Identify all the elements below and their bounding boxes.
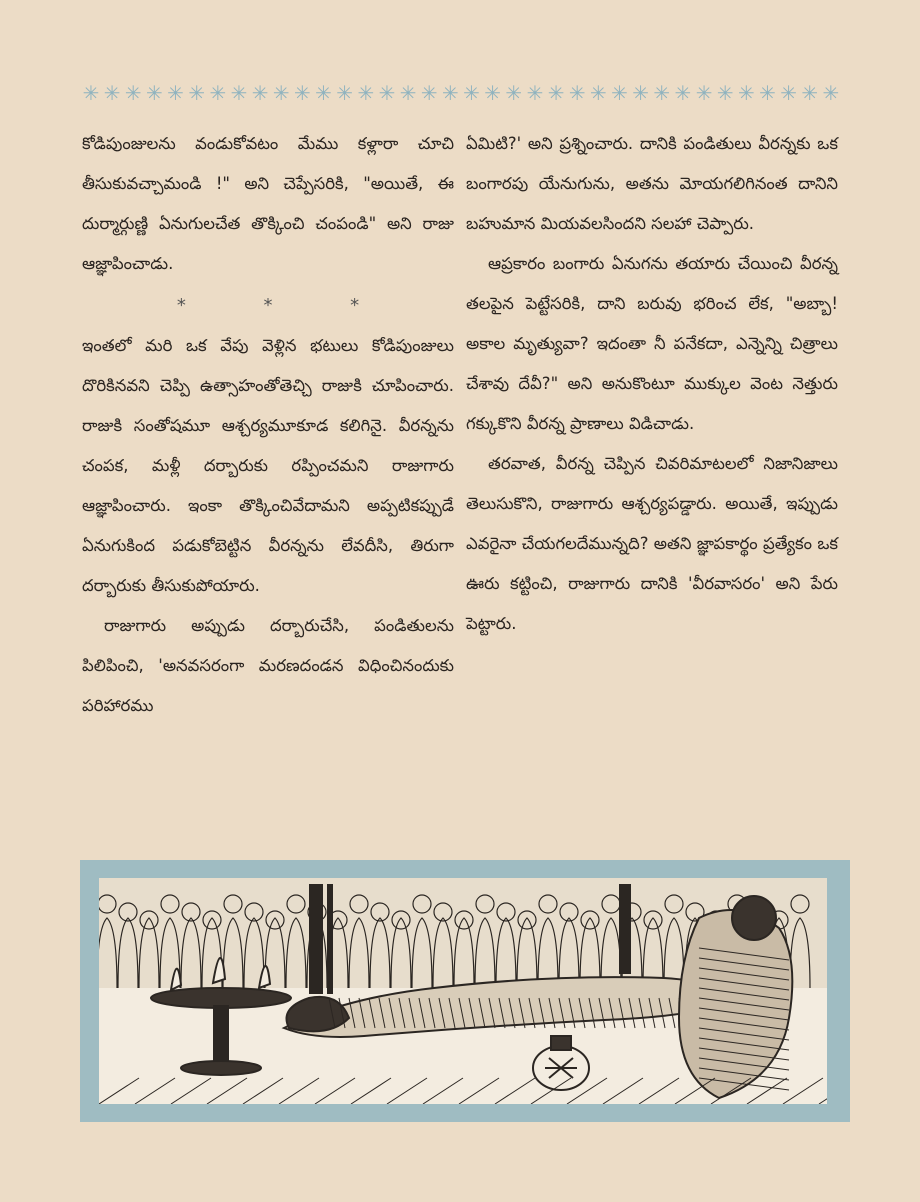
border-star-icon: ✳ [167, 81, 184, 105]
border-star-icon: ✳ [484, 81, 502, 105]
left-text-column [82, 124, 454, 726]
border-star-icon: ✳ [399, 81, 417, 105]
border-star-icon: ✳ [82, 81, 100, 105]
left-paragraph-3: రాజుగారు అప్పుడు దర్బారుచేసి, పండితులను పిలిపించి, 'అనవసరంగా మరణదండన విధించినందుకు పరిహారము [82, 616, 454, 715]
border-star-icon: ✳ [547, 81, 565, 105]
border-star-icon: ✳ [230, 81, 248, 105]
border-star-icon: ✳ [716, 81, 734, 105]
border-star-icon: ✳ [695, 81, 713, 105]
illustration-court-scene [99, 878, 827, 1104]
border-star-icon: ✳ [336, 81, 354, 105]
border-star-icon: ✳ [420, 81, 438, 105]
border-star-icon: ✳ [124, 81, 142, 105]
border-star-icon: ✳ [611, 81, 628, 105]
separator-star-icon: * [263, 295, 273, 316]
border-star-icon: ✳ [780, 81, 798, 105]
right-paragraph-1: ఏమిటి?' అని ప్రశ్నించారు. దానికి పండితులు వీరన్నకు ఒక బంగారపు యేనుగును, అతను మోయగలిగినంత దానిని బహుమాన మియవలసిందని సలహా చెప్పారు. [466, 134, 838, 233]
section-separator [138, 286, 398, 326]
border-star-icon: ✳ [526, 81, 544, 105]
border-star-icon: ✳ [251, 81, 269, 105]
border-star-icon: ✳ [801, 81, 819, 105]
decorative-star-border [82, 80, 840, 106]
right-paragraph-3: తరవాత, వీరన్న చెప్పిన చివరిమాటలలో నిజానిజాలు తెలుసుకొని, రాజుగారు ఆశ్చర్యపడ్డారు. అయితే, ఇప్పుడు ఎవరైనా చేయగలదేమున్నది? అతని జ్ఞాపకార్థం ప్రత్యేకం ఒక ఊరు కట్టించి, రాజుగారు దానికి 'వీరవాసరం' అని పేరు పెట్టారు. [466, 454, 838, 633]
border-star-icon: ✳ [737, 81, 755, 105]
border-star-icon: ✳ [378, 81, 396, 105]
border-star-icon: ✳ [103, 81, 121, 105]
border-star-icon: ✳ [759, 81, 776, 105]
border-star-icon: ✳ [632, 81, 650, 105]
right-paragraph-2: ఆప్రకారం బంగారు ఏనుగను తయారు చేయించి వీరన్న తలపైన పెట్టేసరికి, దాని బరువు భరించ లేక, "అబ్బా! అకాల మృత్యువా? ఇదంతా నీ పనేకదా, ఎన్నెన్ని చిత్రాలు చేశావు దేవీ?" అని అనుకొంటూ ముక్కుల వెంట నెత్తురు గక్కుకొని వీరన్న ప్రాణాలు విడిచాడు. [466, 254, 838, 433]
border-star-icon: ✳ [463, 81, 480, 105]
water-pot [533, 1036, 589, 1090]
border-star-icon: ✳ [822, 81, 840, 105]
left-paragraph-2: ఇంతలో మరి ఒక వేపు వెళ్లిన భటులు కోడిపుంజులు దొరికినవని చెప్పి ఉత్సాహంతోతెచ్చి రాజుకి చూపించారు. రాజుకి సంతోషమూ ఆశ్చర్యమూకూడ కలిగినై. వీరన్నను చంపక, మళ్లీ దర్బారుకు రప్పించమని రాజుగారు ఆజ్ఞాపించారు. ఇంకా తొక్కించివేదామని అప్పటికప్పుడే ఏనుగుకింద పడుకోబెట్టిన వీరన్నను లేవదీసి, తిరుగా దర్బారుకు తీసుకుపోయారు. [82, 336, 454, 595]
border-star-icon: ✳ [188, 81, 206, 105]
border-star-icon: ✳ [442, 81, 459, 105]
border-star-icon: ✳ [589, 81, 607, 105]
border-star-icon: ✳ [357, 81, 375, 105]
separator-star-icon: * [350, 295, 360, 316]
border-star-icon: ✳ [674, 81, 692, 105]
border-star-icon: ✳ [146, 81, 163, 105]
border-star-icon: ✳ [294, 81, 311, 105]
separator-star-icon: * [176, 295, 186, 316]
border-star-icon: ✳ [505, 81, 523, 105]
left-paragraph-1: కోడిపుంజులను వండుకోవటం మేము కళ్లారా చూచి తీసుకువచ్చామండి !" అని చెప్పేసరికి, "అయితే, ఈ దుర్మార్గుణ్ణి ఏనుగులచేత తొక్కించి చంపండి" అని రాజు ఆజ్ఞాపించాడు. [82, 134, 454, 273]
right-text-column [466, 124, 838, 644]
king-figure [679, 896, 792, 1098]
border-star-icon: ✳ [272, 81, 290, 105]
border-star-icon: ✳ [315, 81, 332, 105]
border-star-icon: ✳ [653, 81, 671, 105]
border-star-icon: ✳ [568, 81, 586, 105]
border-star-icon: ✳ [209, 81, 227, 105]
